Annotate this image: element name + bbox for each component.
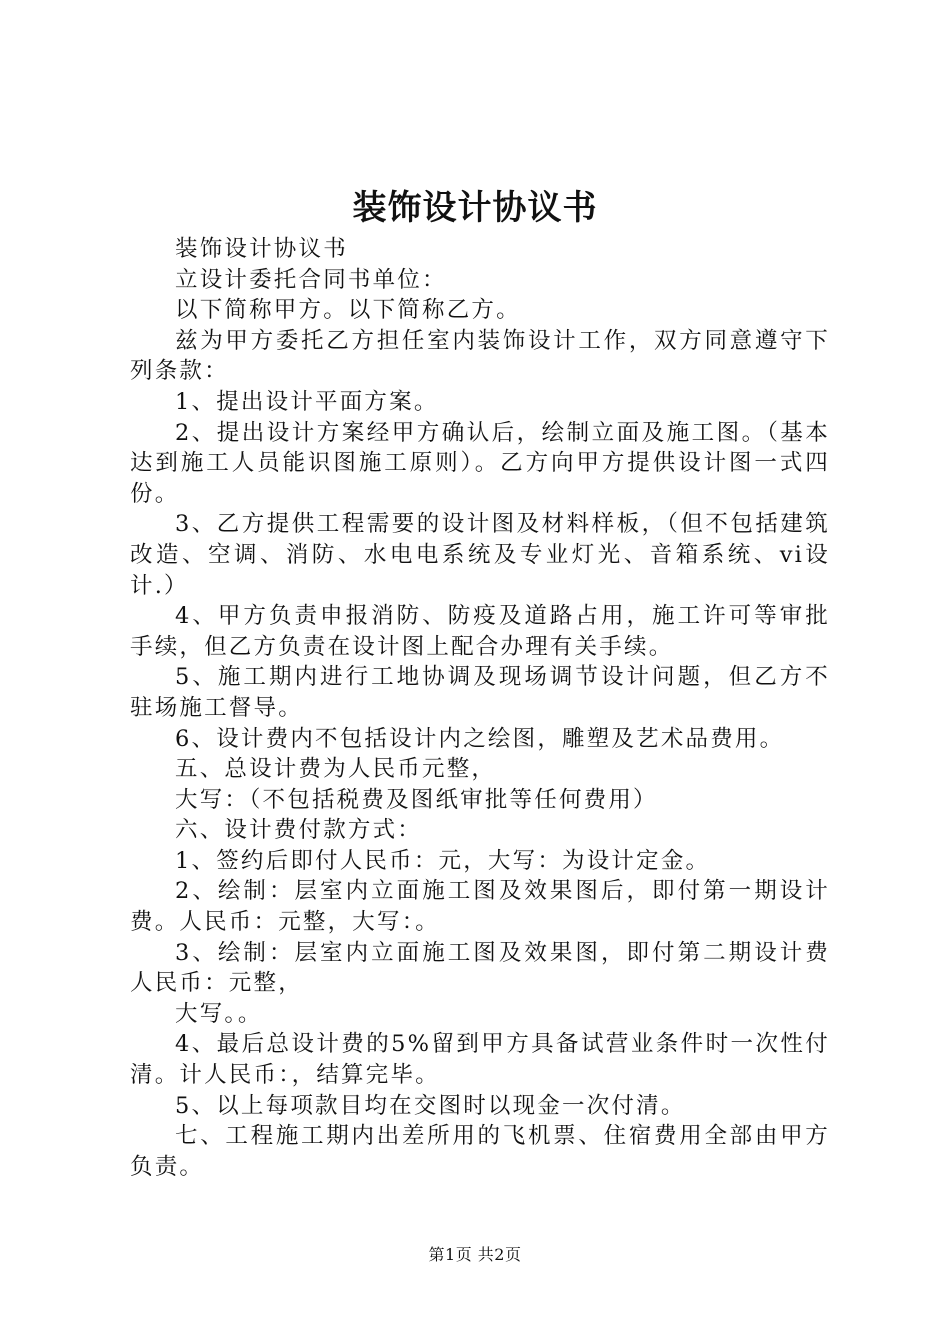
paragraph: 5、以上每项款目均在交图时以现金一次付清。 xyxy=(175,1092,686,1119)
paragraph: 兹为甲方委托乙方担任室内装饰设计工作，双方同意遵守下列条款： xyxy=(130,327,830,385)
paragraph: 4、最后总设计费的5%留到甲方具备试营业条件时一次性付清。计人民币：，结算完毕。 xyxy=(130,1031,830,1089)
paragraph: 1、提出设计平面方案。 xyxy=(175,388,439,415)
paragraph: 3、乙方提供工程需要的设计图及材料样板，（但不包括建筑改造、空调、消防、水电电系统及专业灯光、音箱系统、vi设计.） xyxy=(130,511,830,599)
paragraph: 装饰设计协议书 xyxy=(175,236,348,262)
paragraph: 以下简称甲方。以下简称乙方。 xyxy=(175,297,521,324)
paragraph: 3、绘制：层室内立面施工图及效果图，即付第二期设计费人民币：元整， xyxy=(130,939,830,997)
page-number-footer: 第1页 共2页 xyxy=(428,1245,522,1264)
document-body xyxy=(130,234,830,1182)
paragraph: 5、施工期内进行工地协调及现场调节设计问题，但乙方不驻场施工督导。 xyxy=(130,664,830,721)
paragraph: 4、甲方负责申报消防、防疫及道路占用，施工许可等审批手续，但乙方负责在设计图上配合办理有关手续。 xyxy=(130,603,830,660)
paragraph: 立设计委托合同书单位： xyxy=(175,266,447,293)
paragraph: 五、总设计费为人民币元整， xyxy=(175,756,497,783)
paragraph: 2、提出设计方案经甲方确认后，绘制立面及施工图。（基本达到施工人员能识图施工原则）。乙方向甲方提供设计图一式四份。 xyxy=(130,419,830,507)
paragraph: 大写：（不包括税费及图纸审批等任何费用） xyxy=(175,786,658,813)
paragraph: 六、设计费付款方式： xyxy=(175,817,423,844)
paragraph: 1、签约后即付人民币：元，大写：为设计定金。 xyxy=(175,847,711,874)
paragraph: 七、工程施工期内出差所用的飞机票、住宿费用全部由甲方负责。 xyxy=(130,1123,830,1180)
document-title: 装饰设计协议书 xyxy=(352,188,598,228)
paragraph: 2、绘制：层室内立面施工图及效果图后，即付第一期设计费。人民币：元整，大写：。 xyxy=(130,878,830,936)
paragraph: 大写。。 xyxy=(175,1000,263,1027)
paragraph: 6、设计费内不包括设计内之绘图，雕塑及艺术品费用。 xyxy=(175,725,785,752)
